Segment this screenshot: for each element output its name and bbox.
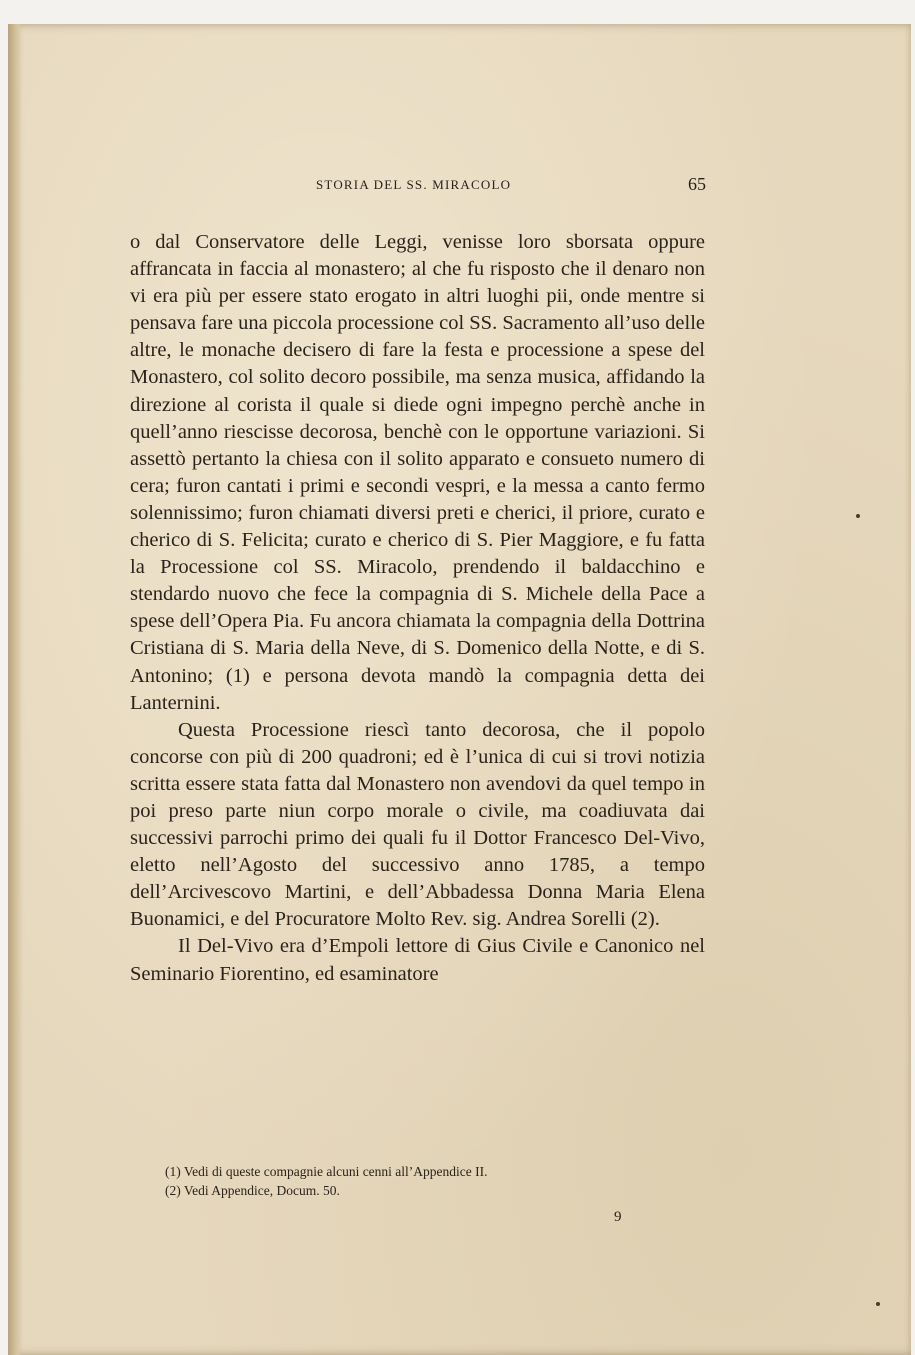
footnote-2: (2) Vedi Appendice, Docum. 50. [165, 1183, 340, 1198]
paper-speck [856, 514, 860, 518]
body-text [130, 229, 705, 988]
page-number: 65 [688, 174, 706, 194]
printer-signature-mark: 9 [614, 1209, 622, 1225]
paper-speck [876, 1302, 880, 1306]
footnotes [165, 1162, 685, 1200]
paragraph-continued: o dal Conservatore delle Leggi, venisse loro sborsata oppure affrancata in faccia al monastero; al che fu risposto che il denaro non vi era più per essere stato erogato in altri luoghi pii, onde mentre si pensava fare una piccola processione col SS. Sacramento all’uso delle altre, le monache decisero di fare la festa e processione a spese del Monastero, col solito decoro possibile, ma senza musica, affidando la direzione al corista il quale si diede ogni impegno perchè anche in quell’anno riescisse decorosa, benchè con le opportune variazioni. Si assettò pertanto la chiesa con il solito apparato e consueto numero di cera; furon cantati i primi e secondi vespri, e la messa a canto fermo solennissimo; furon chiamati diversi preti e cherici, il priore, curato e cherico di S. Felicita; curato e cherico di S. Pier Maggiore, e fu fatta la Processione col SS. Miracolo, prendendo il baldacchino e stendardo nuovo che fece la compagnia di S. Michele della Pace a spese dell’Opera Pia. Fu ancora chiamata la compagnia della Dottrina Cristiana di S. Maria della Neve, di S. Domenico della Notte, e di S. Antonino; (1) e persona devota mandò la compagnia detta dei Lanternini. [130, 231, 705, 714]
running-title: STORIA DEL SS. MIRACOLO [316, 177, 512, 192]
page-spine-shadow [8, 24, 22, 1355]
footnote-1: (1) Vedi di queste compagnie alcuni cenni all’Appendice II. [165, 1164, 488, 1179]
paragraph-processione: Questa Processione riescì tanto decorosa, che il popolo concorse con più di 200 quadroni; ed è l’unica di cui si trovi notizia scritta essere stata fatta dal Monastero non avendovi da quel tempo in poi preso parte niun corpo morale o civile, ma coadiuvata dai successivi parrochi primo dei quali fu il Dottor Francesco Del-Vivo, eletto nell’Agosto del successivo anno 1785, a tempo dell’Arcivescovo Martini, e dell’Abbadessa Donna Maria Elena Buonamici, e del Procuratore Molto Rev. sig. Andrea Sorelli (2). [130, 718, 705, 931]
running-header [128, 174, 708, 198]
paragraph-del-vivo: Il Del-Vivo era d’Empoli lettore di Gius Civile e Canonico nel Seminario Fiorentino, ed esaminatore [130, 935, 705, 985]
book-page [8, 24, 911, 1355]
